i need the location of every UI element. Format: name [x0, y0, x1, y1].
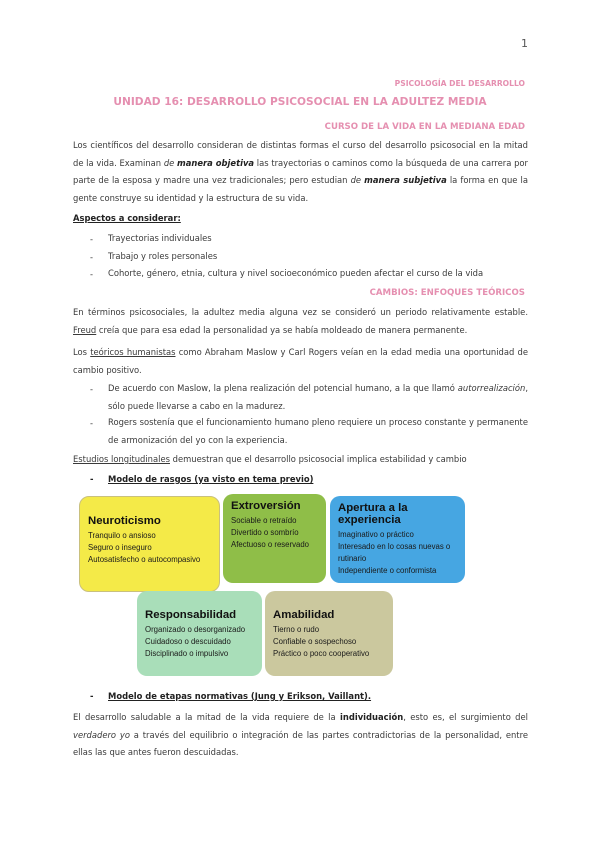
- unit-title: UNIDAD 16: DESARROLLO PSICOSOCIAL EN LA ADULTEZ MEDIA: [113, 96, 487, 108]
- trait-line: Seguro o inseguro: [88, 543, 152, 552]
- trait-line: Sociable o retraído: [231, 516, 297, 525]
- model-traits-label: Modelo de rasgos (ya visto en tema previo): [108, 474, 314, 484]
- bullet-dash: -: [90, 474, 94, 484]
- trait-box-extroversion: [223, 494, 326, 583]
- trait-line: Disciplinado o impulsivo: [145, 649, 229, 658]
- trait-line: Práctico o poco cooperativo: [273, 649, 370, 658]
- bullet-dash: -: [90, 418, 94, 428]
- trait-line: Independiente o conformista: [338, 566, 437, 575]
- trait-title: Amabilidad: [273, 609, 335, 621]
- trait-box-agreeableness: [265, 591, 393, 676]
- trait-line: Organizado o desorganizado: [145, 625, 246, 634]
- intro-paragraph: Los científicos del desarrollo consideran de distintas formas el curso del desarrollo psicosocial en la mitad de la vida. Examinan de manera objetiva las trayectorias o caminos como la búsqueda de una carrera por parte de la esposa y madre una vez tradicionales; pero estudian de manera subjetiva la forma en que la gente construye su identidad y la estructura de su vida.: [73, 140, 528, 203]
- bullet-dash: -: [90, 234, 94, 244]
- maslow-bullet: De acuerdo con Maslow, la plena realización del potencial humano, a la que llamó autorrealización, sólo puede llevarse a cabo en la madurez.: [108, 383, 528, 411]
- subject-header: PSICOLOGÍA DEL DESARROLLO: [394, 79, 525, 88]
- trait-title: Apertura a la experiencia: [338, 502, 408, 526]
- trait-line: Cuidadoso o descuidado: [145, 637, 231, 646]
- bullet-dash: -: [90, 691, 94, 701]
- trait-line: Interesado en lo cosas nuevas o rutinario: [338, 542, 451, 563]
- individuation-paragraph: El desarrollo saludable a la mitad de la vida requiere de la individuación, esto es, el surgimiento del verdadero yo a través del equilibrio o integración de las partes contradictorias de la personalidad, entre ellas las que antes fueron descuidadas.: [73, 712, 529, 758]
- aspects-label: Aspectos a considerar:: [73, 213, 181, 223]
- trait-line: Afectuoso o reservado: [231, 540, 310, 549]
- bullet-dash: -: [90, 384, 94, 394]
- bullet-item: Trayectorias individuales: [108, 233, 212, 243]
- trait-line: Tierno o rudo: [273, 625, 320, 634]
- page-number: 1: [521, 37, 528, 50]
- rogers-bullet: Rogers sostenía que el funcionamiento humano pleno requiere un proceso constante y permanente de armonización del yo con la experiencia.: [108, 417, 528, 445]
- stability-paragraph: En términos psicosociales, la adultez media alguna vez se consideró un periodo relativamente estable. Freud creía que para esa edad la personalidad ya se había moldeado de manera permanente.: [73, 307, 528, 335]
- trait-line: Autosatisfecho o autocompasivo: [88, 555, 201, 564]
- trait-line: Divertido o sombrío: [231, 528, 299, 537]
- humanists-paragraph: Los teóricos humanistas como Abraham Maslow y Carl Rogers veían en la edad media una oportunidad de cambio positivo.: [73, 347, 528, 375]
- trait-title: Responsabilidad: [145, 609, 237, 621]
- trait-line: Confiable o sospechoso: [273, 637, 357, 646]
- trait-box-neuroticism: [79, 496, 220, 592]
- trait-title: Extroversión: [231, 500, 301, 512]
- trait-box-responsibility: [137, 591, 262, 676]
- bullet-dash: -: [90, 269, 94, 279]
- bullet-item: Cohorte, género, etnia, cultura y nivel socioeconómico pueden afectar el curso de la vida: [108, 268, 484, 278]
- bullet-item: Trabajo y roles personales: [108, 251, 218, 261]
- trait-box-openness: [330, 496, 465, 583]
- section-heading-curso: CURSO DE LA VIDA EN LA MEDIANA EDAD: [324, 122, 525, 132]
- model-stages-label: Modelo de etapas normativas (Jung y Erikson, Vaillant).: [108, 691, 372, 701]
- trait-title: Neuroticismo: [88, 515, 161, 527]
- longitudinal-paragraph: Estudios longitudinales demuestran que el desarrollo psicosocial implica estabilidad y cambio: [73, 454, 467, 464]
- trait-line: Tranquilo o ansioso: [88, 531, 156, 540]
- trait-line: Imaginativo o práctico: [338, 530, 414, 539]
- section-heading-cambios: CAMBIOS: ENFOQUES TEÓRICOS: [369, 288, 525, 298]
- bullet-dash: -: [90, 252, 94, 262]
